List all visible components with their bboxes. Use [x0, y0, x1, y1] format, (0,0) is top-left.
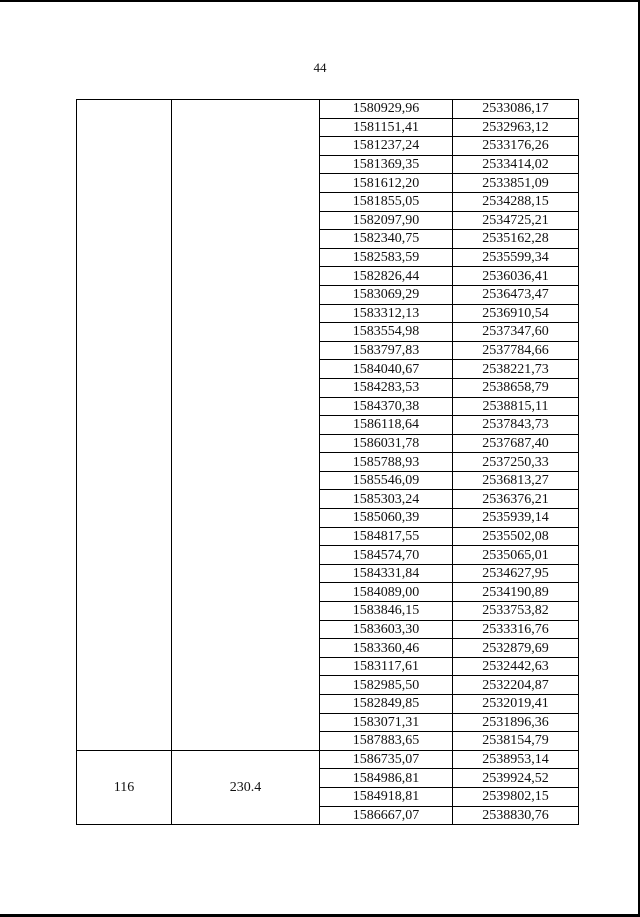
table-row — [77, 750, 579, 769]
coordinate-y-cell: 2535599,34 — [453, 248, 579, 267]
coordinate-x-cell: 1582826,44 — [320, 267, 453, 286]
coordinate-x-cell: 1584986,81 — [320, 769, 453, 788]
coordinate-y-cell: 2533851,09 — [453, 174, 579, 193]
group-id-cell — [77, 100, 172, 751]
coordinate-y-cell: 2535162,28 — [453, 230, 579, 249]
coordinate-x-cell: 1586118,64 — [320, 416, 453, 435]
coordinates-table-body — [77, 100, 579, 825]
coordinate-x-cell: 1582340,75 — [320, 230, 453, 249]
coordinate-x-cell: 1583846,15 — [320, 602, 453, 621]
coordinate-x-cell: 1583069,29 — [320, 285, 453, 304]
table-row — [77, 100, 579, 119]
coordinate-x-cell: 1587883,65 — [320, 732, 453, 751]
coordinate-y-cell: 2535065,01 — [453, 546, 579, 565]
coordinate-x-cell: 1584283,53 — [320, 378, 453, 397]
coordinate-x-cell: 1584089,00 — [320, 583, 453, 602]
coordinate-y-cell: 2534725,21 — [453, 211, 579, 230]
coordinate-y-cell: 2538221,73 — [453, 360, 579, 379]
page-border-top — [0, 0, 640, 2]
coordinate-x-cell: 1584331,84 — [320, 564, 453, 583]
coordinate-x-cell: 1583797,83 — [320, 341, 453, 360]
coordinate-x-cell: 1583071,31 — [320, 713, 453, 732]
coordinate-y-cell: 2538815,11 — [453, 397, 579, 416]
coordinate-x-cell: 1586031,78 — [320, 434, 453, 453]
coordinate-x-cell: 1584817,55 — [320, 527, 453, 546]
coordinate-x-cell: 1586735,07 — [320, 750, 453, 769]
coordinate-x-cell: 1581237,24 — [320, 137, 453, 156]
coordinate-x-cell: 1582849,85 — [320, 695, 453, 714]
coordinate-x-cell: 1584040,67 — [320, 360, 453, 379]
coordinate-x-cell: 1583603,30 — [320, 620, 453, 639]
coordinate-y-cell: 2532019,41 — [453, 695, 579, 714]
coordinate-y-cell: 2538658,79 — [453, 378, 579, 397]
coordinate-y-cell: 2537347,60 — [453, 323, 579, 342]
coordinate-y-cell: 2537784,66 — [453, 341, 579, 360]
coordinate-x-cell: 1585546,09 — [320, 471, 453, 490]
coordinate-y-cell: 2532442,63 — [453, 657, 579, 676]
coordinate-x-cell: 1584370,38 — [320, 397, 453, 416]
coordinate-x-cell: 1581612,20 — [320, 174, 453, 193]
coordinate-y-cell: 2535502,08 — [453, 527, 579, 546]
coordinate-y-cell: 2535939,14 — [453, 509, 579, 528]
coordinate-y-cell: 2533316,76 — [453, 620, 579, 639]
coordinate-y-cell: 2532879,69 — [453, 639, 579, 658]
coordinate-y-cell: 2533086,17 — [453, 100, 579, 119]
coordinate-y-cell: 2537687,40 — [453, 434, 579, 453]
coordinate-y-cell: 2531896,36 — [453, 713, 579, 732]
coordinate-x-cell: 1581855,05 — [320, 192, 453, 211]
coordinate-x-cell: 1582097,90 — [320, 211, 453, 230]
coordinate-x-cell: 1581369,35 — [320, 155, 453, 174]
coordinate-y-cell: 2534288,15 — [453, 192, 579, 211]
coordinates-table — [76, 99, 579, 825]
coordinate-y-cell: 2536910,54 — [453, 304, 579, 323]
coordinate-y-cell: 2538830,76 — [453, 806, 579, 825]
coordinate-y-cell: 2539924,52 — [453, 769, 579, 788]
coordinate-x-cell: 1583117,61 — [320, 657, 453, 676]
coordinate-x-cell: 1583312,13 — [320, 304, 453, 323]
coordinate-x-cell: 1580929,96 — [320, 100, 453, 119]
coordinate-y-cell: 2539802,15 — [453, 787, 579, 806]
coordinate-x-cell: 1582583,59 — [320, 248, 453, 267]
coordinate-y-cell: 2532963,12 — [453, 118, 579, 137]
coordinate-x-cell: 1581151,41 — [320, 118, 453, 137]
coordinate-y-cell: 2538154,79 — [453, 732, 579, 751]
coordinate-x-cell: 1583554,98 — [320, 323, 453, 342]
group-id-cell: 116 — [77, 750, 172, 824]
group-area-cell: 230.4 — [172, 750, 320, 824]
coordinate-y-cell: 2532204,87 — [453, 676, 579, 695]
coordinate-y-cell: 2533176,26 — [453, 137, 579, 156]
coordinate-x-cell: 1582985,50 — [320, 676, 453, 695]
coordinate-x-cell: 1585060,39 — [320, 509, 453, 528]
coordinate-y-cell: 2534190,89 — [453, 583, 579, 602]
coordinate-y-cell: 2537843,73 — [453, 416, 579, 435]
coordinate-y-cell: 2537250,33 — [453, 453, 579, 472]
page-number: 44 — [313, 60, 327, 75]
coordinate-y-cell: 2536036,41 — [453, 267, 579, 286]
coordinate-y-cell: 2533753,82 — [453, 602, 579, 621]
coordinate-x-cell: 1584918,81 — [320, 787, 453, 806]
coordinate-x-cell: 1583360,46 — [320, 639, 453, 658]
coordinate-y-cell: 2538953,14 — [453, 750, 579, 769]
coordinate-x-cell: 1586667,07 — [320, 806, 453, 825]
coordinate-y-cell: 2536813,27 — [453, 471, 579, 490]
group-area-cell — [172, 100, 320, 751]
coordinate-x-cell: 1585788,93 — [320, 453, 453, 472]
coordinate-y-cell: 2533414,02 — [453, 155, 579, 174]
coordinate-x-cell: 1585303,24 — [320, 490, 453, 509]
coordinate-y-cell: 2536376,21 — [453, 490, 579, 509]
coordinate-x-cell: 1584574,70 — [320, 546, 453, 565]
coordinate-y-cell: 2536473,47 — [453, 285, 579, 304]
coordinate-y-cell: 2534627,95 — [453, 564, 579, 583]
